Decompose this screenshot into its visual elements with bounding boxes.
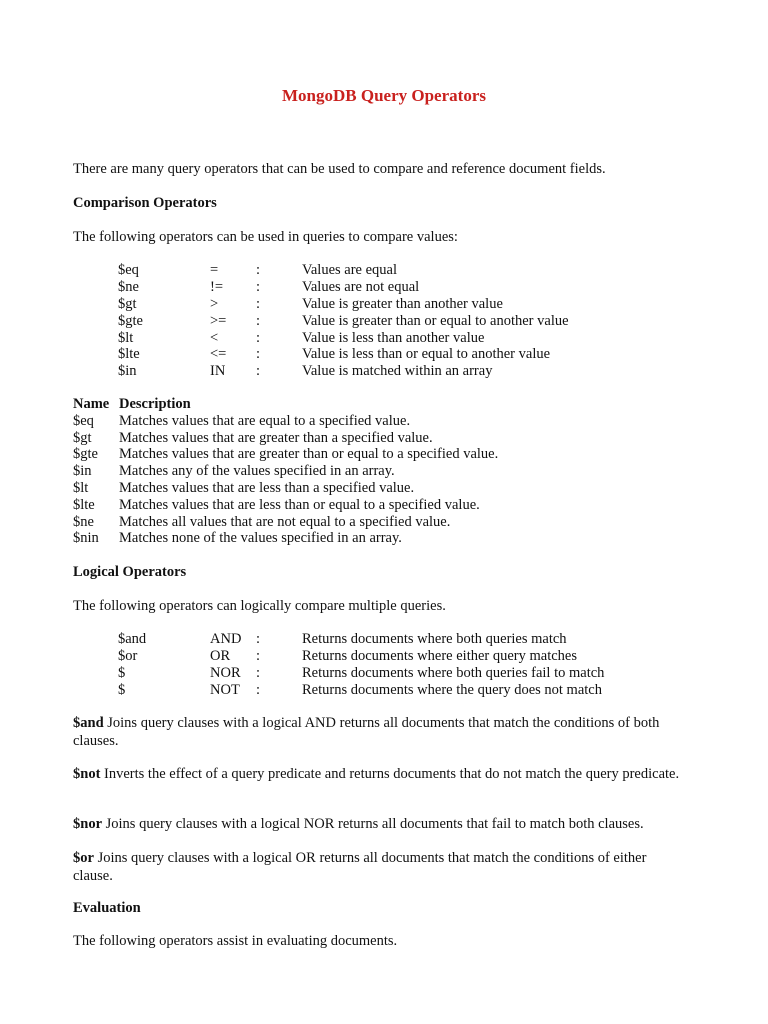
row-description: Matches none of the values specified in an array. [119, 530, 402, 546]
operator-description: Returns documents where the query does not match [302, 682, 602, 698]
operator-row [0, 363, 768, 380]
operator-symbol: OR [210, 648, 231, 664]
operator-description: Values are not equal [302, 279, 420, 295]
definition-not [73, 766, 683, 784]
operator-row [0, 279, 768, 296]
operator-row [0, 296, 768, 313]
page-title: MongoDB Query Operators [282, 86, 486, 105]
operator-row [0, 313, 768, 330]
operator-description: Returns documents where both queries fail to match [302, 665, 605, 681]
operator-row [0, 682, 768, 699]
table-row [0, 413, 768, 430]
definition-or [73, 850, 683, 885]
operator-symbol: IN [210, 363, 226, 379]
table-row [0, 530, 768, 547]
operator-symbol: <= [210, 346, 227, 362]
separator: : [256, 631, 261, 647]
logical-intro: The following operators can logically compare multiple queries. [73, 598, 446, 614]
operator-name: $eq [118, 262, 139, 278]
table-row [0, 430, 768, 447]
operator-symbol: < [210, 330, 219, 346]
definition-term: $and [73, 715, 104, 731]
table-row [0, 480, 768, 497]
row-description: Matches values that are greater than or equal to a specified value. [119, 446, 499, 462]
row-description: Matches values that are less than or equal to a specified value. [119, 497, 480, 513]
definition-text: Joins query clauses with a logical AND returns all documents that match the conditions of both clauses. [73, 715, 660, 749]
operator-name: $ne [118, 279, 139, 295]
definition-term: $not [73, 766, 101, 782]
row-description: Matches any of the values specified in an array. [119, 463, 395, 479]
definition-term: $nor [73, 816, 102, 832]
separator: : [256, 279, 261, 295]
operator-row [0, 346, 768, 363]
table-row [0, 514, 768, 531]
table-row [0, 446, 768, 463]
table-row [0, 497, 768, 514]
operator-description: Returns documents where either query matches [302, 648, 578, 664]
evaluation-heading: Evaluation [73, 900, 141, 916]
operator-symbol: != [210, 279, 224, 295]
evaluation-intro: The following operators assist in evaluating documents. [73, 933, 398, 949]
separator: : [256, 648, 261, 664]
row-description: Matches values that are less than a specified value. [119, 480, 415, 496]
row-name: $ne [73, 514, 94, 530]
operator-name: $or [118, 648, 138, 664]
separator: : [256, 262, 261, 278]
operator-description: Returns documents where both queries match [302, 631, 567, 647]
operator-name: $and [118, 631, 147, 647]
description-header: Description [119, 396, 191, 412]
separator: : [256, 330, 261, 346]
separator: : [256, 682, 261, 698]
operator-symbol: NOR [210, 665, 241, 681]
definition-nor [73, 816, 683, 834]
operator-name: $gte [118, 313, 143, 329]
operator-description: Value is matched within an array [302, 363, 493, 379]
separator: : [256, 665, 261, 681]
definition-text: Joins query clauses with a logical OR returns all documents that match the conditions of either clause. [73, 850, 647, 884]
row-name: $gt [73, 430, 92, 446]
operator-row [0, 665, 768, 682]
row-description: Matches values that are greater than a specified value. [119, 430, 433, 446]
definition-text: Joins query clauses with a logical NOR returns all documents that fail to match both clauses. [102, 816, 644, 832]
operator-row [0, 631, 768, 648]
intro-text: There are many query operators that can be used to compare and reference document fields. [73, 161, 606, 177]
operator-row [0, 330, 768, 347]
comparison-heading: Comparison Operators [73, 195, 217, 211]
operator-symbol: AND [210, 631, 242, 647]
row-name: $nin [73, 530, 99, 546]
operator-symbol: >= [210, 313, 227, 329]
comparison-intro: The following operators can be used in queries to compare values: [73, 229, 458, 245]
operator-symbol: = [210, 262, 219, 278]
table-row [0, 463, 768, 480]
operator-name: $lt [118, 330, 134, 346]
row-name: $gte [73, 446, 98, 462]
definition-text: Inverts the effect of a query predicate and returns documents that do not match the query predicate. [100, 766, 680, 782]
table-header [0, 396, 768, 413]
separator: : [256, 296, 261, 312]
row-name: $eq [73, 413, 94, 429]
row-name: $lte [73, 497, 95, 513]
operator-description: Value is less than or equal to another value [302, 346, 551, 362]
operator-description: Value is greater than or equal to another value [302, 313, 569, 329]
operator-row [0, 262, 768, 279]
separator: : [256, 346, 261, 362]
operator-name: $ [118, 682, 126, 698]
row-name: $in [73, 463, 92, 479]
logical-heading: Logical Operators [73, 564, 187, 580]
definition-and [73, 715, 683, 750]
row-description: Matches all values that are not equal to a specified value. [119, 514, 451, 530]
separator: : [256, 363, 261, 379]
separator: : [256, 313, 261, 329]
row-name: $lt [73, 480, 89, 496]
definition-term: $or [73, 850, 94, 866]
operator-row [0, 648, 768, 665]
name-header: Name [73, 396, 110, 412]
operator-name: $gt [118, 296, 137, 312]
row-description: Matches values that are equal to a specified value. [119, 413, 411, 429]
operator-name: $lte [118, 346, 140, 362]
operator-name: $in [118, 363, 137, 379]
operator-symbol: > [210, 296, 219, 312]
operator-name: $ [118, 665, 126, 681]
operator-description: Value is less than another value [302, 330, 485, 346]
operator-description: Value is greater than another value [302, 296, 503, 312]
operator-description: Values are equal [302, 262, 398, 278]
operator-symbol: NOT [210, 682, 240, 698]
